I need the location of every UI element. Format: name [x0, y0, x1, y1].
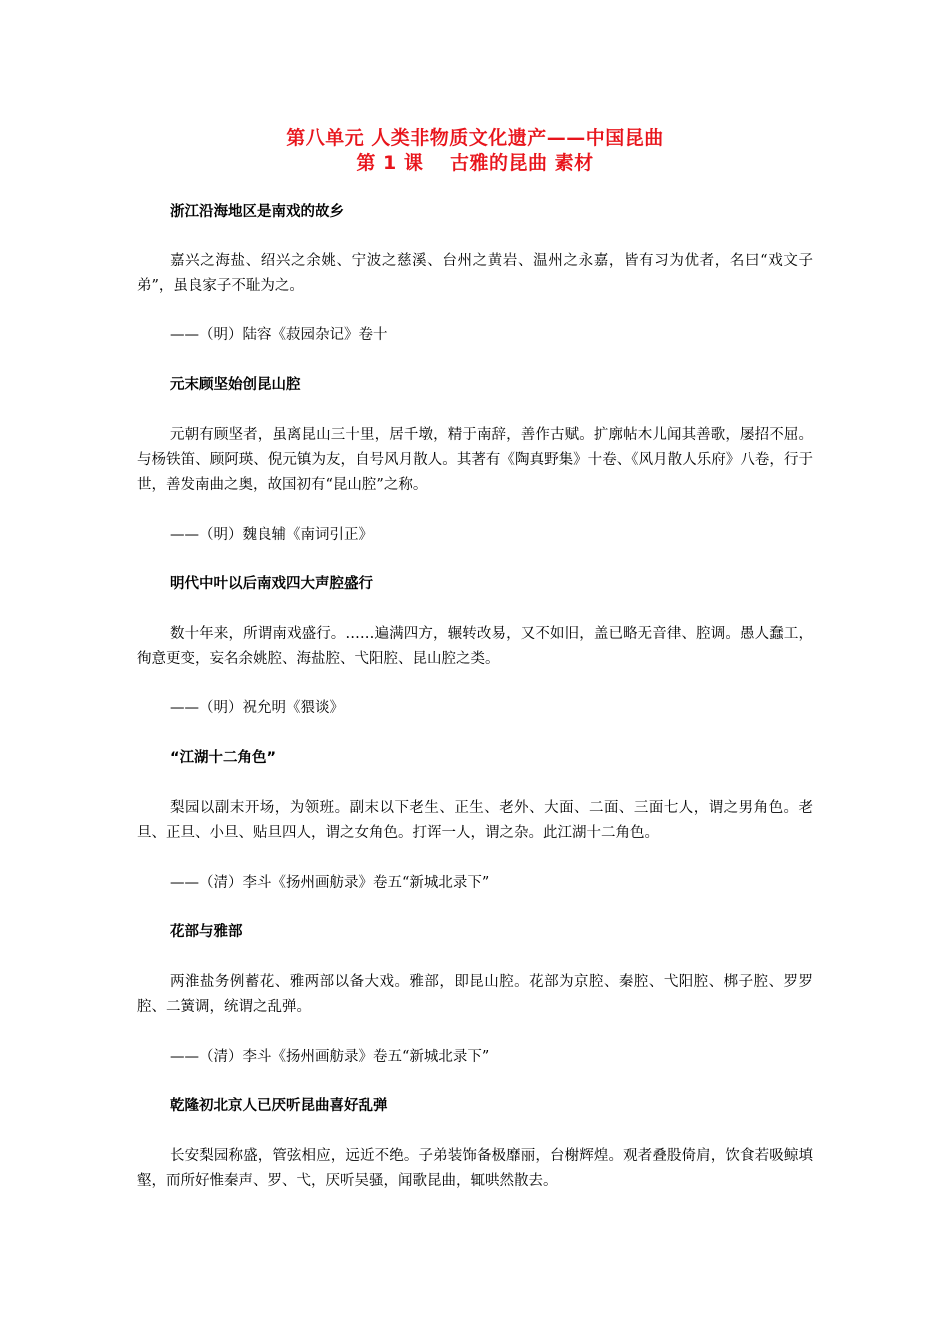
section-source: ——（明）魏良辅《南词引正》 — [170, 527, 373, 543]
section-paragraph: 梨园以副末开场，为领班。副末以下老生、正生、老外、大面、二面、三面七人，谓之男角色。老旦、正旦、小旦、贴旦四人，谓之女角色。打诨一人，谓之杂。此江湖十二角色。 — [137, 800, 813, 841]
section-source: ——（清）李斗《扬州画舫录》卷五“新城北录下” — [170, 875, 490, 891]
section-paragraph: 嘉兴之海盐、绍兴之余姚、宁波之慈溪、台州之黄岩、温州之永嘉，皆有习为优者，名曰“戏文子弟”，虽良家子不耻为之。 — [137, 253, 813, 294]
section-heading: 花部与雅部 — [170, 924, 243, 940]
section-paragraph: 元朝有顾坚者，虽离昆山三十里，居千墩，精于南辞，善作古赋。扩廓帖木儿闻其善歌，屡招不屈。与杨铁笛、顾阿瑛、倪元镇为友，自号风月散人。其著有《陶真野集》十卷、《风月散人乐府》八卷，行于世，善发南曲之奥，故国初有“昆山腔”之称。 — [137, 427, 813, 493]
section-paragraph: 长安梨园称盛，管弦相应，远近不绝。子弟装饰备极靡丽，台榭辉煌。观者叠股倚肩，饮食若吸鲸填壑，而所好惟秦声、罗、弋，厌听吴骚，闻歌昆曲，辄哄然散去。 — [137, 1148, 813, 1189]
section-source: ——（明）祝允明《猥谈》 — [170, 700, 344, 716]
section-heading: 明代中叶以后南戏四大声腔盛行 — [170, 576, 373, 592]
section-heading: “江湖十二角色” — [170, 750, 277, 766]
section-heading: 元末顾坚始创昆山腔 — [170, 377, 301, 393]
section-paragraph: 数十年来，所谓南戏盛行。……遍满四方，辗转改易，又不如旧，盖已略无音律、腔调。愚人蠢工，徇意更变，妄名余姚腔、海盐腔、弋阳腔、昆山腔之类。 — [137, 626, 813, 667]
section-source: ——（清）李斗《扬州画舫录》卷五“新城北录下” — [170, 1049, 490, 1065]
unit-title: 第八单元 人类非物质文化遗产——中国昆曲 — [286, 127, 664, 149]
section-heading: 乾隆初北京人已厌听昆曲喜好乱弹 — [170, 1098, 388, 1114]
lesson-title: 第 1 课 古雅的昆曲 素材 — [356, 152, 594, 174]
section-paragraph: 两淮盐务例蓄花、雅两部以备大戏。雅部，即昆山腔。花部为京腔、秦腔、弋阳腔、梆子腔、罗罗腔、二簧调，统谓之乱弹。 — [137, 974, 813, 1015]
section-heading: 浙江沿海地区是南戏的故乡 — [170, 204, 344, 220]
section-source: ——（明）陆容《菽园杂记》卷十 — [170, 327, 388, 343]
